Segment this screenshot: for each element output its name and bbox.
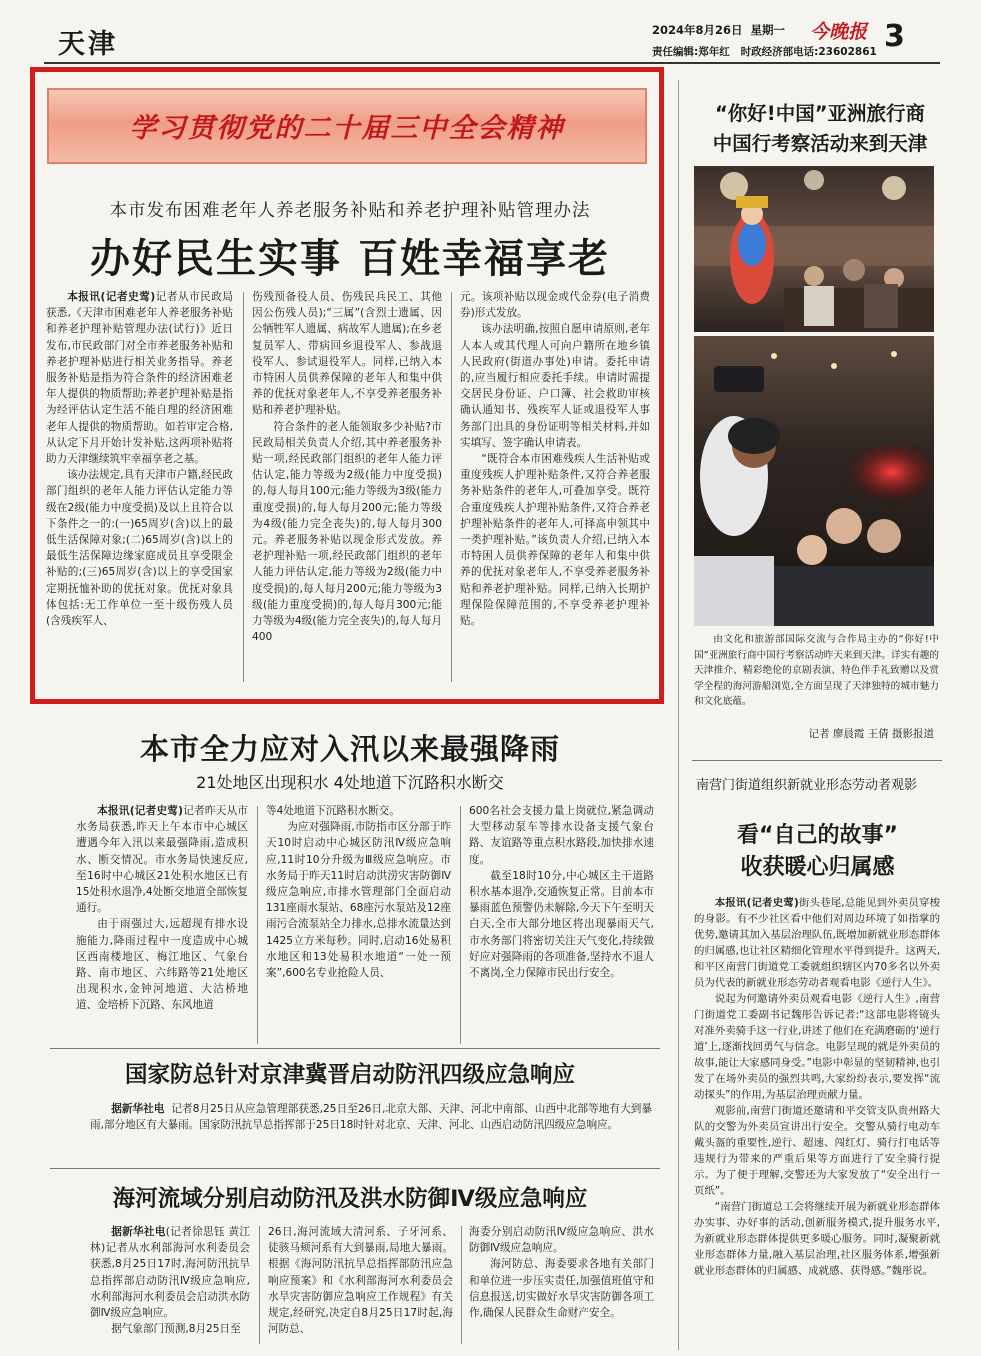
article4-column-3 bbox=[469, 1224, 654, 1348]
theme-banner bbox=[47, 88, 647, 164]
right-story2-kicker: 南营门街道组织新就业形态劳动者观影 bbox=[696, 778, 918, 793]
paragraph-text: 记者从市民政局获悉,《天津市困难老年人养老服务补贴和养老护理补贴管理办法(试行)》近日发布,市民政部门对全市养老服务补贴和养老护理补贴进行相关业务指导。养老服务补贴是指为符合条件的经济困难老年人提供的物质帮助;养老护理补贴是指为经评估认定生活不能自理的经济困难老年人提供的物质帮助。如若审定合格,从认定下月开始计发补贴,这两项补贴将助力天津继续筑牢幸福享老之基。 bbox=[46, 291, 233, 466]
paragraph-text: 26日,海河流域大清河系、子牙河系、徒骇马颊河系有大到暴雨,局地大暴雨。根据《海河防汛抗旱总指挥部防汛应急响应预案》和《水利部海河水利委员会水旱灾害防御应急响应工作规程》有关规定,经研究,决定自8月25日17时起,海河防总、 bbox=[268, 1226, 453, 1336]
paragraph-text: 该办法规定,具有天津市户籍,经民政部门组织的老年人能力评估认定能力等级在2级(能力中度受损)及以上且符合以下条件之一的:(一)65周岁(含)以上的最低生活保障对象;(二)65周岁(含)以上的最低生活保障边缘家庭成员且享受限金补贴的;(三)65周岁(含)以上的享受国家定期抚恤补助的优抚对象。优抚对象具体包括:无工作单位一至十级伤残人员(含残疾军人、 bbox=[46, 469, 233, 628]
right-story2-title bbox=[690, 820, 945, 884]
paragraph bbox=[46, 467, 233, 629]
paragraph bbox=[694, 991, 940, 1103]
paragraph bbox=[46, 289, 233, 467]
paragraph-text: 街头巷尾,总能见到外卖员穿梭的身影。有不少社区看中他们对周边环境了如指掌的优势,邀请其加入基层治理队伍,既增加新就业形态群体的归属感,也让社区精细化管理水平得到提升。这两天,和平区南营门街道党工委就组织辖区内70多名以外卖员为代表的新就业形态劳动者观看电影《逆行人生》。 bbox=[694, 897, 940, 989]
paragraph bbox=[90, 1101, 652, 1133]
paragraph-text: “南营门街道总工会将继续开展为新就业形态群体办实事、办好事的活动,创新服务模式,提升服务水平,为新就业形态群体提供更多暖心服务。同时,凝聚新就业形态群体力量,融入基层治理,社区服务体系,增强新就业形态群体的归属感、成就感、获得感。”魏彤说。 bbox=[694, 1201, 940, 1277]
paragraph bbox=[76, 916, 248, 1013]
paragraph bbox=[469, 868, 654, 981]
paragraph bbox=[76, 803, 248, 916]
section-divider bbox=[50, 1048, 660, 1049]
paragraph-text: 海委分别启动防汛Ⅳ级应急响应、洪水防御Ⅳ级应急响应。 bbox=[469, 1226, 654, 1255]
paragraph bbox=[266, 803, 451, 819]
dateline: 本报讯(记者史莺) bbox=[97, 805, 183, 817]
paragraph-text: 观影前,南营门街道还邀请和平交管支队贵州路大队的交警为外卖员宣讲出行安全。交警从骑行电动车戴头盔的重要性,逆行、超速、闯红灯、骑行打电话等违规行为带来的严重后果等方面进行了安全骑行提示。为了便于理解,交警还为大家发放了“安全出行一页纸”。 bbox=[694, 1105, 940, 1197]
article1-column-2 bbox=[252, 289, 442, 685]
paragraph bbox=[694, 1199, 940, 1279]
dateline: 本报讯(记者史莺) bbox=[714, 897, 799, 909]
paragraph-text: 符合条件的老人能领取多少补贴?市民政局相关负责人介绍,其中养老服务补贴一项,经民政部门组织的老年人能力评估认定,能力等级为2级(能力中度受损)的,每人每月100元;能力等级为3级(能力重度受损)的,每人每月200元;能力等级为4级(能力完全丧失)的,每人每月300元。养老服务补贴以现金形式发放。养老护理补贴一项,经民政部门组织的老年人能力评估认定,能力等级为2级(能力中度受损)的,每人每月200元;能力等级为3级(能力重度受损)的,每人每月300元;能力等级为4级(能力完全丧失)的,每人每月400 bbox=[252, 420, 442, 644]
paragraph-text: “既符合本市困难残疾人生活补贴或重度残疾人护理补贴条件,又符合养老服务补贴条件的老年人,可叠加享受。既符合重度残疾人护理补贴条件,又符合养老护理补贴条件的老年人,可择高申领其中一类护理补贴。”该负责人介绍,已纳入本市特困人员供养保障的老年人和集中供养的优抚对象老年人,不享受养老服务补贴和养老护理补贴。同样,已纳入长期护理保险保障范围的,不享受养老护理补贴。 bbox=[460, 453, 650, 628]
paragraph-text: 记者8月25日从应急管理部获悉,25日至26日,北京大部、天津、河北中南部、山西中北部等地有大到暴雨,部分地区有大暴雨。国家防汛抗旱总指挥部于25日18时针对北京、天津、河北、山西启动防汛四级应急响应。 bbox=[90, 1103, 652, 1132]
column-divider bbox=[451, 292, 452, 682]
paragraph bbox=[469, 1224, 654, 1256]
paragraph bbox=[460, 451, 650, 629]
paragraph bbox=[268, 1224, 453, 1337]
newspaper-logo: 今晚报 bbox=[810, 21, 868, 43]
article2-column-3 bbox=[469, 803, 654, 1047]
photo-credit: 记者 廖晨霞 王倩 摄影报道 bbox=[808, 728, 934, 740]
article1-column-1 bbox=[46, 289, 233, 685]
section-divider bbox=[692, 760, 942, 761]
paragraph bbox=[90, 1224, 250, 1321]
header-divider bbox=[44, 62, 940, 64]
weekday-text: 星期一 bbox=[750, 23, 786, 37]
phone-number: 时政经济部电话:23602861 bbox=[740, 46, 877, 58]
photo-group-selfie bbox=[694, 336, 934, 626]
right-story-title bbox=[690, 99, 950, 159]
title-line: 看“自己的故事” bbox=[737, 823, 898, 848]
paragraph-text: 600名社会支援力量上岗就位,紧急调动大型移动泵车等排水设备支援气象台路、友谊路等重点积水路段,加快排水速度。 bbox=[469, 805, 654, 866]
paragraph bbox=[694, 1103, 940, 1199]
paragraph-text: 截至18时10分,中心城区主干道路积水基本退净,交通恢复正常。目前本市暴雨蓝色预警仍未解除,今天下午至明天白天,全市大部分地区将出现暴雨天气,市水务部门将密切关注天气变化,持续做好应对强降雨的各项准备,坚持水不退人不离岗,全力保障市民出行安全。 bbox=[469, 869, 654, 980]
article3-body bbox=[90, 1101, 652, 1157]
paragraph bbox=[469, 1256, 654, 1321]
paragraph bbox=[469, 803, 654, 868]
dateline: 据新华社电 bbox=[111, 1226, 166, 1238]
column-divider bbox=[460, 806, 461, 1044]
column-divider bbox=[257, 806, 258, 1044]
article4-title: 海河流域分别启动防汛及洪水防御Ⅳ级应急响应 bbox=[112, 1186, 588, 1212]
paragraph bbox=[252, 289, 442, 419]
issue-date bbox=[652, 22, 785, 38]
article3-title: 国家防总针对京津冀晋启动防汛四级应急响应 bbox=[124, 1062, 575, 1088]
paragraph bbox=[252, 419, 442, 646]
paragraph-text: 伤残预备役人员、伤残民兵民工、其他因公伤残人员);“三属”(含烈士遗属、因公牺牲军人遗属、病故军人遗属);在乡老复员军人、带病回乡退役军人、参战退役军人、参试退役军人。同样,已纳入本市特困人员供养保障的老年人和集中供养的优抚对象老年人,不享受养老服务补贴和养老护理补贴。 bbox=[252, 291, 442, 417]
paragraph bbox=[90, 1321, 250, 1337]
paragraph-text: 记者昨天从市水务局获悉,昨天上午本市中心城区遭遇今年入汛以来最强降雨,造成积水、断交情况。市水务局快速反应,至16时中心城区21处积水地区已有15处积水退净,4处断交地道全部恢复通行。 bbox=[76, 805, 248, 915]
column-divider bbox=[243, 292, 244, 682]
column-divider bbox=[461, 1226, 462, 1344]
title-line: “你好!中国”亚洲旅行商 bbox=[714, 102, 926, 125]
article2-column-1 bbox=[76, 803, 248, 1047]
title-line: 中国行考察活动来到天津 bbox=[712, 132, 928, 155]
paragraph-text: 由于雨强过大,远超现有排水设施能力,降雨过程中一度造成中心城区西南楼地区、梅江地区、气象台路、南市地区、六纬路等21处地区出现积水,金钟河地道、大沽桥地道、金培桥下沉路、东风地道 bbox=[76, 918, 248, 1012]
paragraph-text: 海河防总、海委要求各地有关部门和单位进一步压实责任,加强值班值守和信息报送,切实做好水旱灾害防御各项工作,确保人民群众生命财产安全。 bbox=[469, 1258, 654, 1320]
section-divider bbox=[50, 1168, 660, 1169]
photo-opera-performance bbox=[694, 166, 934, 332]
page-column-divider bbox=[678, 80, 679, 1350]
paragraph bbox=[266, 819, 451, 981]
title-line: 收获暖心归属感 bbox=[740, 855, 895, 880]
right-story2-body bbox=[694, 895, 940, 1350]
section-name: 天津 bbox=[58, 29, 118, 60]
dateline: 据新华社电 bbox=[111, 1103, 165, 1115]
paragraph-text: 据气象部门预测,8月25日至 bbox=[111, 1323, 241, 1336]
column-divider bbox=[259, 1226, 260, 1344]
editor-name: 责任编辑:郑年红 bbox=[652, 46, 730, 58]
paragraph bbox=[460, 289, 650, 321]
photo-caption: 由文化和旅游部国际交流与合作局主办的“你好!中国”亚洲旅行商中国行考察活动昨天来到天津。详实有趣的天津推介、精彩绝伦的京剧表演、特色伴手礼致赠以及赏学全程的海河游船浏览,全方面呈现了天津独特的城市魅力和文化底蕴。 bbox=[694, 634, 939, 707]
article1-column-3 bbox=[460, 289, 650, 685]
paragraph-text: 该办法明确,按照自愿申请原则,老年人本人或其代理人可向户籍所在地乡镇人民政府(街道办事处)申请。委托申请的,应当履行相应委托手续。申请时需提交居民身份证、户口簿、社会救助审核确认通知书、残疾军人证或退役军人事务部门出具的身份证明等相关材料,并如实填写、签字确认申请表。 bbox=[460, 323, 650, 449]
article2-subtitle: 21处地区出现积水 4处地道下沉路积水断交 bbox=[196, 773, 504, 792]
paragraph bbox=[460, 321, 650, 451]
article2-title: 本市全力应对入汛以来最强降雨 bbox=[139, 732, 560, 766]
article4-column-1 bbox=[90, 1224, 250, 1348]
paragraph-text: 为应对强降雨,市防指市区分部于昨天10时启动中心城区防汛Ⅳ级应急响应,11时10分升级为Ⅲ级应急响应。市水务局于昨天11时启动洪涝灾害防御Ⅳ级应急响应,市排水管理部门全面启动131座雨水泵站、68座污水泵站及12座雨污合流泵站全力排水,总排水流量达到1425立方米每秒。同时,启动16处易积水地区和13处易积水地道“一处一预案”,600名专业抢险人员、 bbox=[266, 821, 451, 980]
editor-info bbox=[652, 44, 877, 59]
article2-column-2 bbox=[266, 803, 451, 1047]
paragraph-text: 元。该项补贴以现金或代金券(电子消费券)形式发放。 bbox=[460, 291, 650, 320]
page-number: 3 bbox=[884, 19, 905, 54]
dateline: 本报讯(记者史莺) bbox=[67, 291, 156, 303]
paragraph-text: 说起为何邀请外卖员观看电影《逆行人生》,南营门街道党工委副书记魏彤告诉记者:“这部电影将镜头对准外卖骑手这一行业,讲述了他们在充满磨砺的‘逆行道’上,逐渐找回勇气与信念。电影呈现的就是外卖员的故事,能让大家感同身受。”电影中彰显的坚韧精神,也引发了在场外卖员的强烈共鸣,大家纷纷表示,要发挥“流动探头”的作用,为基层治理贡献力量。 bbox=[694, 993, 940, 1101]
date-text: 2024年8月26日 bbox=[652, 23, 743, 37]
paragraph bbox=[694, 895, 940, 991]
paragraph-text: (记者徐思钰 黄江林)记者从水利部海河水利委员会获悉,8月25日17时,海河防汛抗旱总指挥部启动防汛Ⅳ级应急响应,水利部海河水利委员会启动洪水防御Ⅳ级应急响应。 bbox=[90, 1226, 250, 1320]
banner-text: 学习贯彻党的二十届三中全会精神 bbox=[129, 113, 565, 144]
article4-column-2 bbox=[268, 1224, 453, 1348]
article1-subtitle: 本市发布困难老年人养老服务补贴和养老护理补贴管理办法 bbox=[109, 201, 591, 221]
paragraph-text: 等4处地道下沉路积水断交。 bbox=[266, 805, 400, 817]
article1-title: 办好民生实事 百姓幸福享老 bbox=[90, 236, 610, 282]
